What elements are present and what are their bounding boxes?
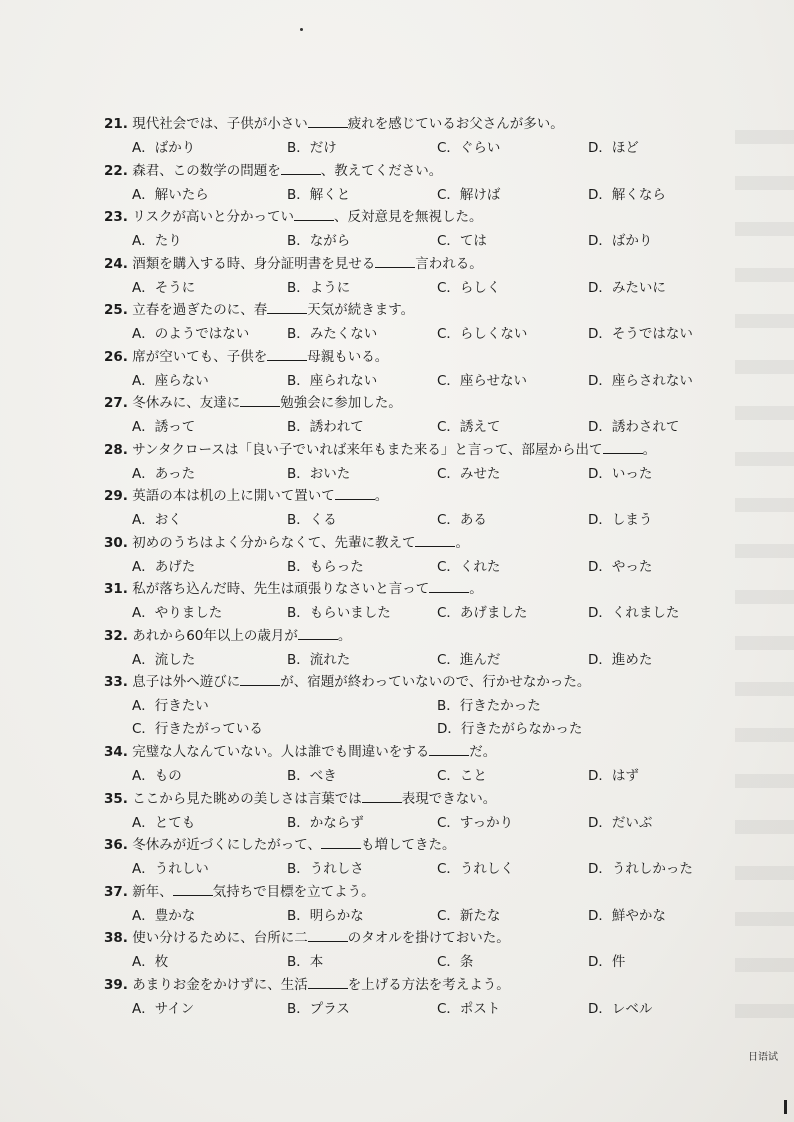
stem-before-blank: 冬休みに、友達に: [132, 395, 241, 411]
stem-before-blank: リスクが高いと分かってい: [132, 209, 294, 225]
question-stem: [104, 742, 496, 762]
option-c: C．ては: [437, 233, 487, 249]
question-number: 38.: [104, 930, 128, 946]
option-b: B．解くと: [287, 186, 351, 203]
option-b: B．おいた: [287, 465, 351, 482]
option-c: C．座らせない: [437, 372, 528, 389]
question-number: 30.: [104, 534, 128, 551]
option-c: C．みせた: [437, 465, 501, 482]
option-b: B．もらいました: [287, 605, 391, 621]
answer-blank: [429, 581, 469, 593]
question-stem: [104, 161, 442, 181]
answer-blank: [294, 209, 334, 221]
option-a: A．誘って: [132, 419, 196, 435]
question-number: 37.: [104, 883, 128, 900]
option-d: D．しまう: [588, 512, 653, 528]
answer-blank: [603, 442, 643, 454]
edge-mark: [784, 1100, 787, 1114]
question-number: 28.: [104, 441, 128, 458]
question-stem: [104, 114, 564, 134]
question-stem: [104, 626, 351, 646]
question-item: [104, 579, 744, 626]
option-d: D．はず: [588, 768, 639, 784]
question-list: [104, 114, 744, 1021]
stem-before-blank: ここから見た眺めの美しさは言葉では: [132, 790, 362, 807]
question-number: 32.: [104, 627, 128, 644]
stem-before-blank: 酒類を購入する時、身分証明書を見せる: [132, 255, 376, 272]
stem-after-blank: 、反対意見を無視した。: [333, 209, 483, 225]
answer-blank: [173, 884, 213, 896]
stem-after-blank: 。: [337, 627, 352, 644]
option-d: D．うれしかった: [588, 861, 693, 877]
option-a: A．たり: [132, 233, 182, 249]
option-c: C．うれしく: [437, 861, 514, 877]
option-b: B．だけ: [287, 140, 337, 156]
answer-blank: [267, 349, 307, 361]
stem-before-blank: 新年、: [132, 883, 173, 900]
option-c: C．進んだ: [437, 651, 501, 668]
option-c: C．新たな: [437, 907, 501, 924]
option-c: C．こと: [437, 768, 487, 784]
option-d: D．行きたがらなかった: [437, 721, 583, 737]
option-c: C．誘えて: [437, 419, 501, 435]
stem-after-blank: 。: [455, 534, 469, 551]
question-item: [104, 626, 744, 673]
option-a: A．サイン: [132, 1000, 195, 1017]
option-a: A．そうに: [132, 279, 196, 296]
option-b: B．ながら: [287, 233, 351, 249]
option-a: A．あった: [132, 465, 196, 482]
question-number: 31.: [104, 581, 128, 597]
option-d: D．いった: [588, 465, 653, 482]
question-number: 34.: [104, 744, 128, 760]
option-d: D．みたいに: [588, 279, 666, 296]
option-b: B．かならず: [287, 814, 364, 831]
stem-after-blank: 。: [642, 441, 657, 458]
option-b: B．プラス: [287, 1000, 350, 1017]
question-item: [104, 789, 744, 836]
stem-after-blank: 。: [469, 581, 483, 597]
stem-before-blank: 冬休みが近づくにしたがって、: [132, 837, 321, 853]
option-c: C．ポスト: [437, 1000, 501, 1017]
stem-before-blank: 席が空いても、子供を: [132, 348, 268, 365]
question-item: [104, 161, 744, 208]
question-number: 21.: [104, 116, 128, 132]
stem-before-blank: サンタクロースは「良い子でいれば来年もまた来る」と言って、部屋から出て: [132, 441, 603, 458]
option-d: D．ほど: [588, 140, 639, 156]
stem-after-blank: 勉強会に参加した。: [280, 395, 402, 411]
option-d: D．解くなら: [588, 186, 666, 203]
stem-before-blank: 立春を過ぎたのに、春: [132, 302, 268, 318]
stem-before-blank: 私が落ち込んだ時、先生は頑張りなさいと言って: [132, 581, 430, 597]
stem-after-blank: 言われる。: [415, 255, 483, 272]
question-item: [104, 835, 744, 882]
question-stem: [104, 440, 656, 460]
dot-mark: [300, 28, 303, 31]
option-d: D．だいぶ: [588, 814, 653, 831]
question-item: [104, 486, 744, 533]
question-number: 22.: [104, 162, 128, 179]
question-stem: [104, 393, 402, 413]
answer-blank: [375, 256, 415, 268]
option-b: B．本: [287, 954, 324, 970]
option-b: B．誘われて: [287, 419, 364, 435]
option-d: D．ばかり: [588, 233, 653, 249]
question-item: [104, 300, 744, 347]
answer-blank: [240, 674, 280, 686]
question-item: [104, 440, 744, 487]
stem-after-blank: 母親もいる。: [307, 348, 389, 365]
option-d: D．件: [588, 954, 626, 970]
option-b: B．もらった: [287, 558, 364, 575]
question-stem: [104, 347, 388, 367]
stem-before-blank: 息子は外へ遊びに: [132, 674, 241, 690]
option-c: C．ある: [437, 512, 487, 528]
stem-before-blank: 英語の本は机の上に開いて置いて: [132, 488, 335, 504]
option-a: A．おく: [132, 512, 182, 528]
option-c: C．らしくない: [437, 326, 528, 342]
option-a: A．うれしい: [132, 861, 209, 877]
option-c: C．らしく: [437, 279, 501, 296]
question-stem: [104, 882, 375, 902]
option-d: D．やった: [588, 558, 653, 575]
option-a: A．あげた: [132, 558, 196, 575]
question-item: [104, 742, 744, 789]
answer-blank: [335, 488, 375, 500]
question-stem: [104, 835, 455, 855]
option-d: D．進めた: [588, 651, 653, 668]
question-number: 27.: [104, 395, 128, 411]
stem-after-blank: 天気が続きます。: [307, 302, 415, 318]
question-stem: [104, 672, 590, 692]
answer-blank: [267, 302, 307, 314]
option-b: B．みたくない: [287, 326, 378, 342]
option-a: A．解いたら: [132, 186, 209, 203]
question-stem: [104, 789, 496, 809]
question-item: [104, 975, 744, 1022]
answer-blank: [240, 395, 280, 407]
question-stem: [104, 975, 510, 995]
stem-after-blank: だ。: [469, 744, 497, 760]
option-a: A．やりました: [132, 605, 223, 621]
stem-after-blank: が、宿題が終わっていないので、行かせなかった。: [280, 674, 591, 690]
answer-blank: [308, 977, 348, 989]
stem-before-blank: 初めのうちはよく分からなくて、先輩に教えて: [132, 534, 416, 551]
question-number: 33.: [104, 674, 128, 690]
stem-before-blank: あまりお金をかけずに、生活: [132, 976, 308, 993]
option-a: A．とても: [132, 814, 196, 831]
answer-blank: [362, 791, 402, 803]
question-item: [104, 347, 744, 394]
question-stem: [104, 928, 510, 948]
question-item: [104, 254, 744, 301]
stem-before-blank: 現代社会では、子供が小さい: [132, 116, 308, 132]
question-item: [104, 207, 744, 254]
question-number: 26.: [104, 348, 128, 365]
option-a: A．行きたい: [132, 698, 209, 714]
question-number: 29.: [104, 488, 128, 504]
question-stem: [104, 579, 483, 599]
option-c: C．条: [437, 954, 474, 970]
option-a: A．流した: [132, 651, 196, 668]
option-a: A．枚: [132, 954, 169, 970]
stem-after-blank: 気持ちで目標を立てよう。: [212, 883, 375, 900]
question-item: [104, 114, 744, 161]
stem-after-blank: も増してきた。: [360, 837, 456, 853]
option-b: B．ように: [287, 279, 351, 296]
option-d: D．そうではない: [588, 326, 693, 342]
question-number: 25.: [104, 302, 128, 318]
option-d: D．座らされない: [588, 372, 693, 389]
answer-blank: [308, 930, 348, 942]
option-b: B．行きたかった: [437, 698, 541, 714]
option-c: C．行きたがっている: [132, 721, 263, 737]
option-d: D．レベル: [588, 1000, 653, 1017]
option-a: A．座らない: [132, 372, 209, 389]
option-b: B．くる: [287, 512, 337, 528]
question-number: 35.: [104, 790, 128, 807]
stem-after-blank: 疲れを感じているお父さんが多い。: [347, 116, 564, 132]
option-d: D．鮮やかな: [588, 907, 666, 924]
question-item: [104, 393, 744, 440]
option-d: D．くれました: [588, 605, 680, 621]
stem-after-blank: 、教えてください。: [320, 162, 443, 179]
answer-blank: [415, 535, 455, 547]
option-c: C．あげました: [437, 605, 528, 621]
question-stem: [104, 486, 388, 506]
option-b: B．座られない: [287, 372, 378, 389]
answer-blank: [281, 163, 321, 175]
option-c: C．くれた: [437, 558, 501, 575]
question-number: 36.: [104, 837, 128, 853]
option-c: C．すっかり: [437, 814, 514, 831]
option-a: A．のようではない: [132, 326, 250, 342]
option-b: B．べき: [287, 768, 337, 784]
option-b: B．明らかな: [287, 907, 364, 924]
question-stem: [104, 254, 483, 274]
option-a: A．ばかり: [132, 140, 196, 156]
option-b: B．流れた: [287, 651, 351, 668]
stem-before-blank: 森君、この数学の問題を: [132, 162, 281, 179]
option-a: A．もの: [132, 768, 182, 784]
question-stem: [104, 207, 482, 227]
question-number: 24.: [104, 255, 128, 272]
answer-blank: [321, 837, 361, 849]
option-d: D．誘わされて: [588, 419, 680, 435]
option-c: C．ぐらい: [437, 140, 501, 156]
option-b: B．うれしさ: [287, 861, 364, 877]
stem-before-blank: 完璧な人なんていない。人は誰でも間違いをする: [132, 744, 430, 760]
question-stem: [104, 300, 414, 320]
question-item: [104, 882, 744, 929]
answer-blank: [298, 628, 338, 640]
question-item: [104, 928, 744, 975]
question-item: [104, 533, 744, 580]
stem-after-blank: のタオルを掛けておいた。: [347, 930, 510, 946]
answer-blank: [429, 744, 469, 756]
option-c: C．解けば: [437, 186, 501, 203]
question-stem: [104, 533, 469, 553]
stem-after-blank: を上げる方法を考えよう。: [347, 976, 510, 993]
question-item: [104, 672, 744, 742]
stem-before-blank: あれから60年以上の歳月が: [132, 627, 298, 644]
stem-before-blank: 使い分けるために、台所に二: [132, 930, 308, 946]
question-number: 23.: [104, 209, 128, 225]
option-a: A．豊かな: [132, 907, 196, 924]
stem-after-blank: 表現できない。: [401, 790, 497, 807]
question-number: 39.: [104, 976, 128, 993]
page-corner-label: 日语试: [748, 1052, 778, 1063]
stem-after-blank: 。: [374, 488, 389, 504]
answer-blank: [308, 116, 348, 128]
